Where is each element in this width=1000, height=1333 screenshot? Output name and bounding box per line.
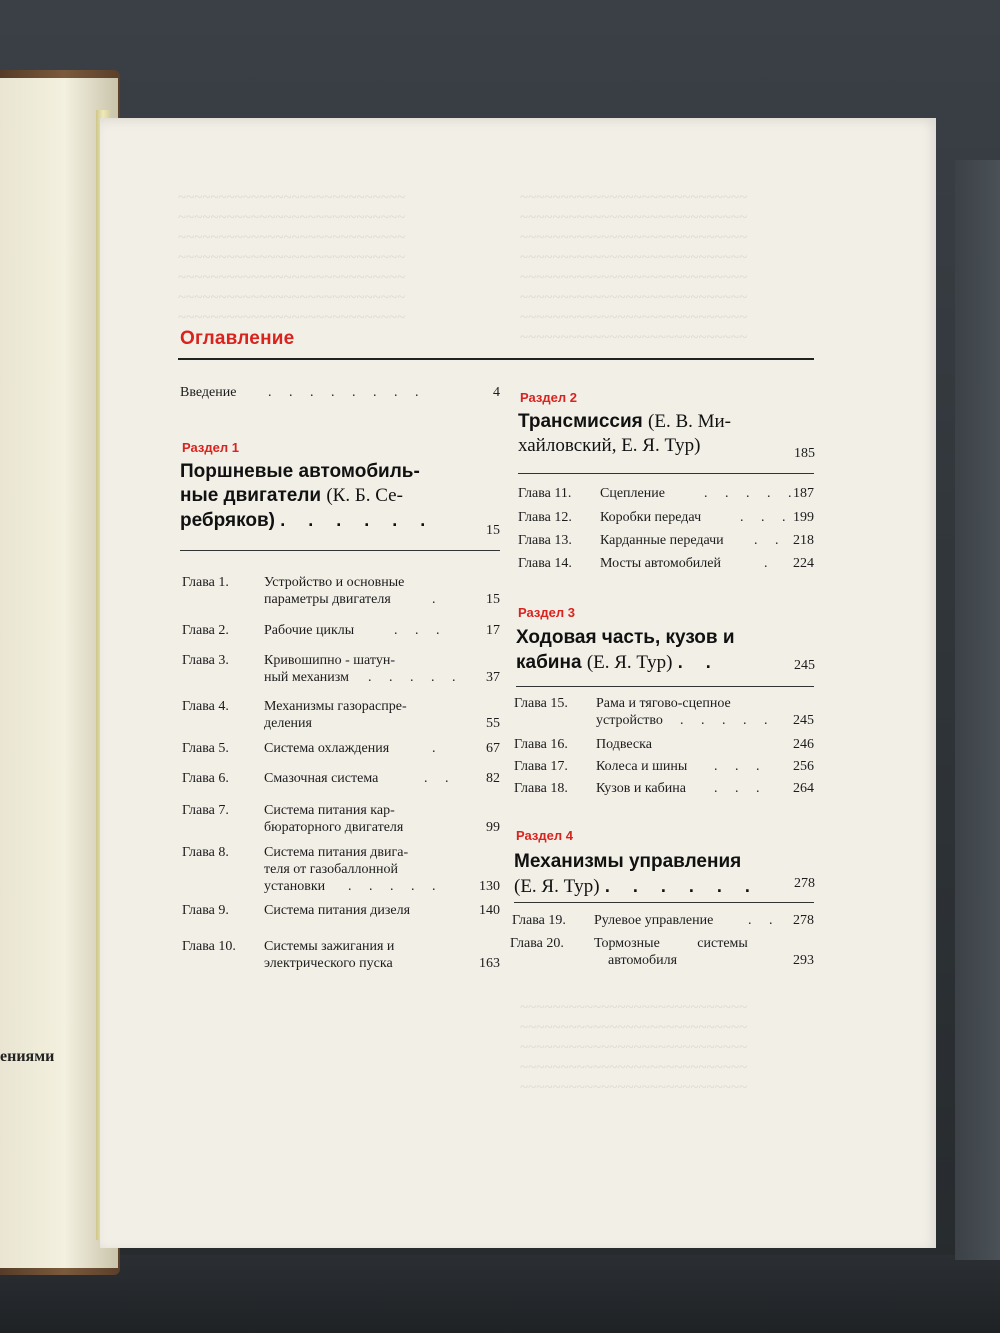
chapter-7-title-line-1: Система питания кар- [264, 803, 395, 818]
show-through-text-3: ~~~~~~~~~~~~~~~~~~~~~~~~~~~~ ~~~~~~~~~~~~~~~~~~~~~~~~~~~~ ~~~~~~~~~~~~~~~~~~~~~~~~~~~~ ~~~~~~~~~~~~~~~~~~~~~~~~~~~~ ~~~~~~~~~~~~~~~~~~~~~~~~~~~~ [520, 1000, 748, 1096]
section-3-authors: (Е. Я. Тур) [586, 652, 673, 673]
chapter-8-title-line-3: установки [264, 879, 326, 894]
section-1-rule [180, 550, 500, 551]
chapter-4-title-line-2: деления [264, 716, 312, 731]
chapter-20-row [510, 935, 814, 971]
chapter-6-row [182, 770, 500, 788]
chapter-3-page: 37 [486, 670, 500, 685]
chapter-4-number: Глава 4. [182, 699, 229, 714]
chapter-16-row [514, 736, 814, 754]
intro-label: Введение [180, 385, 237, 400]
chapter-6-title-line-1: Смазочная система [264, 771, 379, 786]
chapter-14-row [518, 555, 814, 573]
chapter-17-row [514, 758, 814, 776]
intro-row [180, 384, 500, 402]
chapter-4-page: 55 [486, 716, 500, 731]
section-1-title-part-3: ребряков) [180, 510, 275, 531]
chapter-8-row [182, 844, 500, 896]
toc-heading: Оглавление [180, 328, 295, 349]
chapter-8-number: Глава 8. [182, 845, 229, 860]
chapter-18-row [514, 780, 814, 798]
chapter-18-page: 264 [793, 781, 814, 796]
section-1-page: 15 [486, 523, 500, 538]
chapter-16-number: Глава 16. [514, 737, 568, 752]
section-4-title [514, 850, 814, 899]
section-3-title-line-1: Ходовая часть, кузов и [516, 627, 735, 648]
chapter-17-title-line-1: Колеса и шины [596, 759, 688, 774]
section-3-title-part-2: кабина [516, 652, 582, 673]
right-cover-edge [955, 160, 1000, 1260]
chapter-19-number: Глава 19. [512, 913, 566, 928]
chapter-5-leader: . [432, 741, 443, 756]
chapter-16-title-line-1: Подвеска [596, 737, 652, 752]
section-3-title [516, 626, 816, 675]
chapter-3-title-line-1: Кривошипно - шатун- [264, 653, 395, 668]
chapter-12-number: Глава 12. [518, 510, 572, 525]
chapter-5-row [182, 740, 500, 758]
chapter-17-leader: . . . [714, 759, 767, 774]
chapter-1-row [182, 574, 500, 610]
section-1-title [180, 460, 500, 533]
chapter-7-number: Глава 7. [182, 803, 229, 818]
section-1-leader: . . . . . . [280, 510, 435, 530]
chapter-9-title-line-1: Система питания дизеля [264, 903, 411, 918]
section-2-page: 185 [794, 446, 815, 461]
chapter-5-number: Глава 5. [182, 741, 229, 756]
section-2-title [518, 410, 818, 458]
section-3-page: 245 [794, 658, 815, 673]
chapter-14-number: Глава 14. [518, 556, 572, 571]
section-1-title-line-2 [180, 484, 500, 508]
section-2-title-line-1 [518, 410, 818, 434]
chapter-8-page: 130 [479, 879, 500, 894]
chapter-15-row [514, 695, 814, 731]
chapter-14-leader: . [764, 556, 775, 571]
chapter-4-row [182, 698, 500, 734]
chapter-19-leader: . . [748, 913, 780, 928]
chapter-1-page: 15 [486, 592, 500, 607]
chapter-3-number: Глава 3. [182, 653, 229, 668]
chapter-13-title-line-1: Карданные передачи [600, 533, 724, 548]
chapter-8-leader: . . . . . [348, 879, 443, 894]
section-3-label: Раздел 3 [518, 605, 575, 620]
chapter-3-row [182, 652, 500, 688]
chapter-5-page: 67 [486, 741, 500, 756]
chapter-1-number: Глава 1. [182, 575, 229, 590]
chapter-1-title-line-2: параметры двигателя [264, 592, 391, 607]
chapter-10-title-line-1: Системы зажигания и [264, 939, 395, 954]
chapter-16-page: 246 [793, 737, 814, 752]
section-4-label: Раздел 4 [516, 828, 573, 843]
chapter-14-title-line-1: Мосты автомобилей [600, 556, 721, 571]
chapter-17-page: 256 [793, 759, 814, 774]
chapter-20-title-line-1: Тормозные системы [594, 936, 748, 951]
toc-page [100, 118, 936, 1248]
chapter-3-leader: . . . . . [368, 670, 463, 685]
chapter-9-row [182, 902, 500, 920]
chapter-8-title-line-2: теля от газобаллонной [264, 862, 399, 877]
section-2-authors-a: (Е. В. Ми- [648, 411, 732, 432]
section-4-title-line-1: Механизмы управления [514, 851, 742, 872]
chapter-1-leader: . [432, 592, 443, 607]
section-2-label: Раздел 2 [520, 390, 577, 405]
chapter-2-leader: . . . [394, 623, 447, 638]
section-2-title-part-1: Трансмиссия [518, 411, 643, 432]
section-4-title-line-2 [514, 874, 814, 899]
intro-page: 4 [493, 385, 500, 400]
chapter-12-page: 199 [793, 510, 814, 525]
section-1-title-part-2: ные двигатели [180, 485, 322, 506]
chapter-5-title-line-1: Система охлаждения [264, 741, 390, 756]
heading-rule [178, 358, 814, 360]
chapter-12-leader: . . . [740, 510, 793, 525]
left-page-fragment: ениями [0, 1048, 55, 1065]
chapter-19-title-line-1: Рулевое управление [594, 913, 714, 928]
chapter-2-number: Глава 2. [182, 623, 229, 638]
section-3-rule [516, 686, 814, 687]
section-4-authors: (Е. Я. Тур) [514, 876, 600, 897]
chapter-1-title-line-1: Устройство и основные [264, 575, 405, 590]
chapter-3-title-line-2: ный механизм [264, 670, 349, 685]
chapter-15-title-line-1: Рама и тягово-сцепное [596, 696, 731, 711]
section-3-leader: . . [677, 652, 720, 672]
show-through-text-2: ~~~~~~~~~~~~~~~~~~~~~~~~~~~~ ~~~~~~~~~~~~~~~~~~~~~~~~~~~~ ~~~~~~~~~~~~~~~~~~~~~~~~~~~~ ~~~~~~~~~~~~~~~~~~~~~~~~~~~~ ~~~~~~~~~~~~~~~~~~~~~~~~~~~~ ~~~~~~~~~~~~~~~~~~~~~~~~~~~~ ~~~~~~~~~~~~~~~~~~~~~~~~~~~~ ~~~~~~~~~~~~~~~~~~~~~~~~~~~~ [520, 190, 748, 346]
chapter-15-number: Глава 15. [514, 696, 568, 711]
chapter-4-title-line-1: Механизмы газораспре- [264, 699, 407, 714]
intro-leader: . . . . . . . . [268, 385, 426, 400]
chapter-9-number: Глава 9. [182, 903, 229, 918]
chapter-18-title-line-1: Кузов и кабина [596, 781, 686, 796]
section-1-label: Раздел 1 [182, 440, 239, 455]
chapter-12-row [518, 509, 814, 527]
chapter-20-page: 293 [793, 953, 814, 968]
section-2-authors-b: хайловский, Е. Я. Тур) [518, 435, 701, 456]
section-4-rule [514, 902, 814, 903]
chapter-15-leader: . . . . . [680, 713, 775, 728]
chapter-17-number: Глава 17. [514, 759, 568, 774]
chapter-20-number: Глава 20. [510, 936, 564, 951]
chapter-6-leader: . . [424, 771, 456, 786]
chapter-13-number: Глава 13. [518, 533, 572, 548]
chapter-10-number: Глава 10. [182, 939, 236, 954]
chapter-8-title-line-1: Система питания двига- [264, 845, 409, 860]
chapter-7-page: 99 [486, 820, 500, 835]
chapter-13-leader: . . [754, 533, 786, 548]
chapter-6-number: Глава 6. [182, 771, 229, 786]
section-1-title-line-1: Поршневые автомобиль- [180, 461, 420, 482]
chapter-13-page: 218 [793, 533, 814, 548]
section-3-title-line-2 [516, 650, 816, 675]
section-1-authors: (К. Б. Се- [326, 485, 403, 506]
show-through-text: ~~~~~~~~~~~~~~~~~~~~~~~~~~~~ ~~~~~~~~~~~~~~~~~~~~~~~~~~~~ ~~~~~~~~~~~~~~~~~~~~~~~~~~~~ ~~~~~~~~~~~~~~~~~~~~~~~~~~~~ ~~~~~~~~~~~~~~~~~~~~~~~~~~~~ ~~~~~~~~~~~~~~~~~~~~~~~~~~~~ ~~~~~~~~~~~~~~~~~~~~~~~~~~~~ [178, 190, 406, 326]
chapter-7-title-line-2: бюраторного двигателя [264, 820, 404, 835]
tabletop [0, 1255, 1000, 1333]
section-1-title-line-3 [180, 508, 500, 533]
chapter-15-page: 245 [793, 713, 814, 728]
chapter-7-row [182, 802, 500, 838]
chapter-11-title-line-1: Сцепление [600, 486, 665, 501]
chapter-20-title-line-2: автомобиля [608, 953, 678, 968]
chapter-15-title-line-2: устройство [596, 713, 663, 728]
chapter-18-number: Глава 18. [514, 781, 568, 796]
chapter-14-page: 224 [793, 556, 814, 571]
chapter-11-page: 187 [793, 486, 814, 501]
chapter-10-title-line-2: электрического пуска [264, 956, 393, 971]
chapter-11-row [518, 485, 814, 503]
chapter-6-page: 82 [486, 771, 500, 786]
chapter-12-title-line-1: Коробки передач [600, 510, 702, 525]
section-4-page: 278 [794, 876, 815, 891]
chapter-11-number: Глава 11. [518, 486, 572, 501]
chapter-13-row [518, 532, 814, 550]
chapter-2-page: 17 [486, 623, 500, 638]
chapter-19-row [512, 912, 814, 930]
section-2-rule [518, 473, 814, 474]
chapter-2-row [182, 622, 500, 640]
chapter-10-page: 163 [479, 956, 500, 971]
chapter-10-row [182, 938, 500, 974]
chapter-18-leader: . . . [714, 781, 767, 796]
chapter-9-page: 140 [479, 903, 500, 918]
section-4-leader: . . . . . . [604, 876, 759, 896]
chapter-11-leader: . . . . . [704, 486, 799, 501]
chapter-2-title-line-1: Рабочие циклы [264, 623, 355, 638]
chapter-19-page: 278 [793, 913, 814, 928]
